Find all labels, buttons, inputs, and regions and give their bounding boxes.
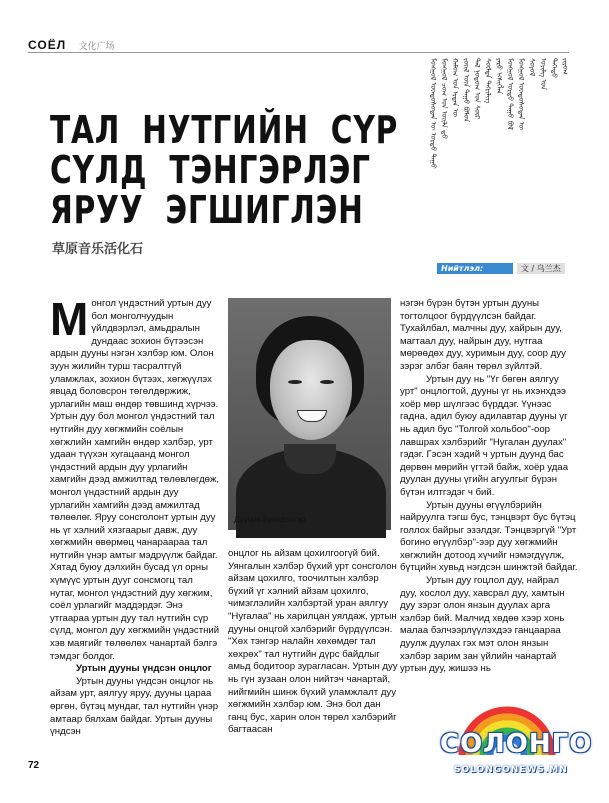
article-subtitle-cn: 草原音乐活化石 [52,242,144,257]
page-number: 72 [28,760,40,771]
drop-cap: М [50,293,89,345]
byline-label: Нийтлэл: УЛАЛН [437,263,513,274]
mongol-line: ᠳᠡᠭᠡᠳᠦ [550,58,558,79]
title-line-3: ЯРУУ ЭГШИГЛЭН [50,188,364,232]
section-subheading: Уртын дууны үндсэн онцлог [76,663,212,675]
mongol-line: ᠮᠣᠩᠭᠣᠯ ᠴᠤᠭ ᠤᠨ ᠦᠢᠯᠡ ᠳ᠋ᠦ [440,58,448,140]
title-line-2: СҮЛД ТЭНГЭРЛЭГ [50,148,371,192]
paragraph: онцлог нь айзам цохилгоогүй бий. Уянгалын хэлбэр бүхий урт сонсголон айзам цохилго, тоочилтын хэлбэр бүхий үг хэлний айзам цохилго, чимэглэлийн хэлбэртэй уран аялгуу "Нугалаа" нь харилцан уялдаж, уртын дууны онцгой хэлбэрийг бүрдүүлсэн. "Хөх тэнгэр налайн хөхөмдөг тал хөхрөх" тал нутгийн дүрс байдлыг амьд бодитоор зурагласан. Уртын дуу нь гүн зузаан олон нийтэч чанартай, нийгмийн шинж бүхий уламжлалт дуу хөгжмийн хэлбэр юм. Энэ бол дан ганц бус, харин олон төрөл хэлбэрийг багтаасан [228,548,398,736]
logo-wordmark: СОЛОНГО [440,729,593,759]
article-title [50,108,399,232]
article-column-2 [228,548,398,737]
paragraph-intro: онгол үндэстний уртын дуу бол монголчуудын үйлдвэрлэл, амьдралын дундаас зохион бүтээсэн ардын дууны нэгэн хэлбэр юм. Олон зуун жилийн турш тасралтгүй уламжлах, зохион бүтээх, хөгжүүлэх явцад боловсрон төгөлдөржиж, урлагийн маш өндөр төвшинд хүрчээ. Уртын дуу бол монгол үндэстний тал нутгийн дуу хөгжмийн соёлын хөгжлийн хамгийн өндөр хэлбэр, урт удаан түүхэн хугацаанд монгол үндэстний ардын дуу урлагийн хамгийн дээд амжилтад төлөвлөгдөж, монгол үндэстний ардын дуу урлагийн хамгийн дээд амжилтад төлөөлөг. Яруу сонсголонт уртын дуу нь үг хэлний хязгаарыг давж, дуу хөгжмийн өвөрмөц чанараараа тал нутгийн үнэр амтыг мэдрүүлж байдаг. Хятад буюу дэлхийн бусад үл орны хүмүүс уртын дууг сонсмогц тал нутаг, монгол үндэстний дуу хөгжим, соёл урлагийг мэддэрдэг. Энэ утгаараа уртын дуу тал нутгийн сүр сүлд, монгол дуу хөгжмийн үндэстний хэв маягийг төлөөлөх чанартай бэлгэ тэмдэг болдог. [50,298,220,662]
singer-photo [228,298,391,530]
mongol-line: ᠤᠷᠢᠯᠭ ᠤᠨ [539,58,547,90]
photo-eye-right [320,380,334,384]
mongol-line: ᠮᠣᠩᠭᠣᠯ ᠤᠷᠲᠤ ᠳᠠᠭᠤ ᠪᠤᠯ [506,58,514,130]
byline-bar [437,263,584,284]
mongol-line: ᠮᠣᠩᠭᠣᠯ ᠦᠨᠳᠦᠰᠦᠲᠡᠨ ᠦ ᠤᠷᠲᠤ ᠳᠠᠭᠤ [429,58,437,169]
mongol-line: ᠰᠦᠯᠳᠡ ᠲᠩᠷᠢᠯᠢᠭ [484,58,492,104]
mongol-line: ᠰᠣᠶᠤᠯ [528,58,536,76]
section-name-cn: 文化广场 [78,41,115,51]
photo-face [270,340,352,440]
mongol-line: ᠮᠣᠩᠭᠣᠯ ᠦᠨᠳᠦᠰᠦᠲᠡᠨ ᠦ [517,58,525,131]
mongol-line: ᠶᠡᠷᠦ ᠡᠭᠰᠢᠭᠯᠡᠨ [495,58,503,95]
article-column-1 [50,293,220,739]
paragraph: нэгэн бүрэн бүтэн уртын дууны тогтолцоог бүрдүүлсэн байдаг. Тухайлбал, малчны дуу, хайрын дуу, магтаал дуу, найрын дуу, нутгаа мөрөөдөх дуу, хуримын дуу, соор дуу зэрэг элбэг баян төрөл зүйлтэй. [400,298,566,372]
paragraph: Уртын дууны өгүүлбэрийн найруулга тэгш бус, тэнцвэрт бус бүтэц голлох байрыг эзэлдэг. Тэнцвэргүй "Урт богино өгүүлбэр"-ээр дуу хөгжмийн хөгжлийн дотоод хүчийг нэмэгдүүлж, бүтцийн хувьд нэгдсэн шинжтэй байдаг. [400,499,578,574]
title-line-1: ТАЛ НУТГИЙН СҮР [50,108,399,152]
photo-eye-left [288,380,302,384]
header-rule [28,52,569,53]
mongol-line: ᠵᠢᠷᠤᠭ [561,58,569,75]
article-column-3 [400,298,578,676]
byline-author: 文 / 乌兰杰 [517,263,565,274]
section-name: СОЁЛ [28,38,67,52]
mongol-line: ᠲᠠᠯ ᠨᠤᠲᠤᠭ ᠤᠨ ᠰᠦᠷ [473,58,481,120]
paragraph: Уртын дууны үндсэн онцлог нь айзам урт, аялгуу яруу, дууны цараа өргөн, бүтэц мундаг, тал нутгийн үнэр амтаар бялхам байдаг. Уртын дууны үндсэн [50,675,219,738]
mongol-line: ᠵᠦᠢᠯ ᠦᠨ ᠳᠠᠭᠤ ᠪᠣᠯᠤᠨ [462,58,470,123]
photo-collar [284,444,336,474]
paragraph: Уртын дуу нь "Үг бөгөн аялгуу урт" онцлогтой, дууны үг нь ихэнхдээ хоёр мөр шүлгээс бүрддэг. Үүнээс гадна, адил буюу адилавтар дууны үг нь адил бус "Толгой хольбоо"-оор лавшрах хэлбэрийг "Нугалан дуулах" гэдэг. Гэсэн хэдий ч уртын дуунд бас дөрвөн мөрийн үгтэй байж, хоёр удаа дуулан дууны үгийн агуулгыг бүрэн бүтэн илтгэдэг ч бий. [400,373,569,498]
logo-url: SOLONGONEWS.MN [454,765,568,775]
solongo-logo [432,695,593,790]
mongolian-script-block [425,58,580,258]
paragraph: Уртын дуу гоцлол дуу, найрал дуу, хослол дуу, хавсрал дуу, хамтын дуу зэрэг олон янзын дуулах арга хэлбэр бий. Малчид хөдөө хээр хонь малаа бэлчээрлүүлэхдээ ганцаараа дуулж дуулах гэх мэт олон янзын хэлбэр зарим зан үйлийн чанартай уртын дуу, жишээ нь [400,575,565,675]
mongol-line: ᠬᠠᠮᠤᠭ ᠤᠨ ᠡᠷᠲᠡᠨ ᠦ [451,58,459,118]
photo-caption: Дуучин Буяндэлгэр [234,515,306,524]
